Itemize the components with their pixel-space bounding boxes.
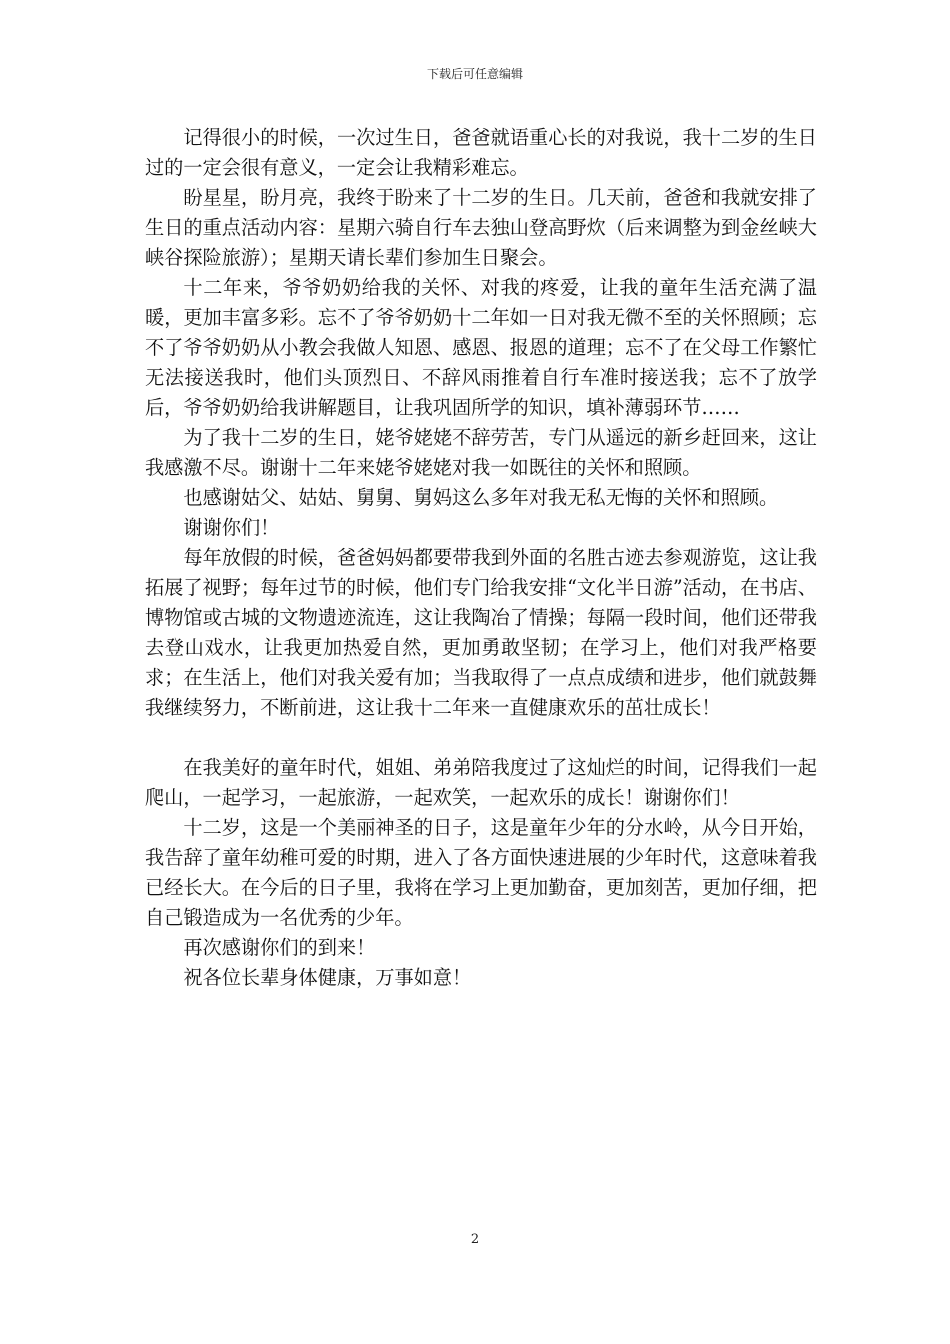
paragraph-3: 十二年来，爷爷奶奶给我的关怀、对我的疼爱，让我的童年生活充满了温暖，更加丰富多彩。忘不了爷爷奶奶十二年如一日对我无微不至的关怀照顾；忘不了爷爷奶奶从小教会我做人知恩、感恩、报恩的道理；忘不了在父母工作繁忙无法接送我时，他们头顶烈日、不辞风雨推着自行车准时接送我；忘不了放学后，爷爷奶奶给我讲解题目，让我巩固所学的知识，填补薄弱环节……	[145, 276, 817, 419]
paragraph-7: 每年放假的时候，爸爸妈妈都要带我到外面的名胜古迹去参观游览，这让我拓展了视野；每年过节的时候，他们专门给我安排“文化半日游”活动，在书店、博物馆或古城的文物遗迹流连，这让我陶冶了情操；每隔一段时间，他们还带我去登山戏水，让我更加热爱自然，更加勇敢坚韧；在学习上，他们对我严格要求；在生活上，他们对我关爱有加；当我取得了一点点成绩和进步，他们就鼓舞我继续努力，不断前进，这让我十二年来一直健康欢乐的茁壮成长！	[145, 546, 817, 719]
paragraph-10: 再次感谢你们的到来！	[183, 936, 376, 959]
paragraph-1: 记得很小的时候，一次过生日，爸爸就语重心长的对我说，我十二岁的生日过的一定会很有意义，一定会让我精彩难忘。	[145, 126, 817, 179]
paragraph-2: 盼星星，盼月亮，我终于盼来了十二岁的生日。几天前，爸爸和我就安排了生日的重点活动内容：星期六骑自行车去独山登高野炊（后来调整为到金丝峡大峡谷探险旅游）；星期天请长辈们参加生日聚会。	[145, 186, 817, 269]
paragraph-9: 十二岁，这是一个美丽神圣的日子，这是童年少年的分水岭，从今日开始，我告辞了童年幼稚可爱的时期，进入了各方面快速进展的少年时代，这意味着我已经长大。在今后的日子里，我将在学习上更加勤奋，更加刻苦，更加仔细，把自己锻造成为一名优秀的少年。	[145, 816, 817, 929]
blank-line	[145, 723, 817, 753]
paragraph-8: 在我美好的童年时代，姐姐、弟弟陪我度过了这灿烂的时间，记得我们一起爬山，一起学习，一起旅游，一起欢笑，一起欢乐的成长！谢谢你们！	[145, 756, 817, 809]
document-body	[145, 123, 817, 993]
paragraph-11: 祝各位长辈身体健康，万事如意！	[183, 966, 472, 989]
paragraph-5: 也感谢姑父、姑姑、舅舅、舅妈这么多年对我无私无悔的关怀和照顾。	[183, 486, 779, 509]
paragraph-4: 为了我十二岁的生日，姥爷姥姥不辞劳苦，专门从遥远的新乡赶回来，这让我感激不尽。谢谢十二年来姥爷姥姥对我一如既往的关怀和照顾。	[145, 426, 817, 479]
page-header: 下载后可任意编辑	[426, 67, 523, 81]
paragraph-6: 谢谢你们！	[183, 516, 280, 539]
page-number: 2	[470, 1232, 480, 1247]
